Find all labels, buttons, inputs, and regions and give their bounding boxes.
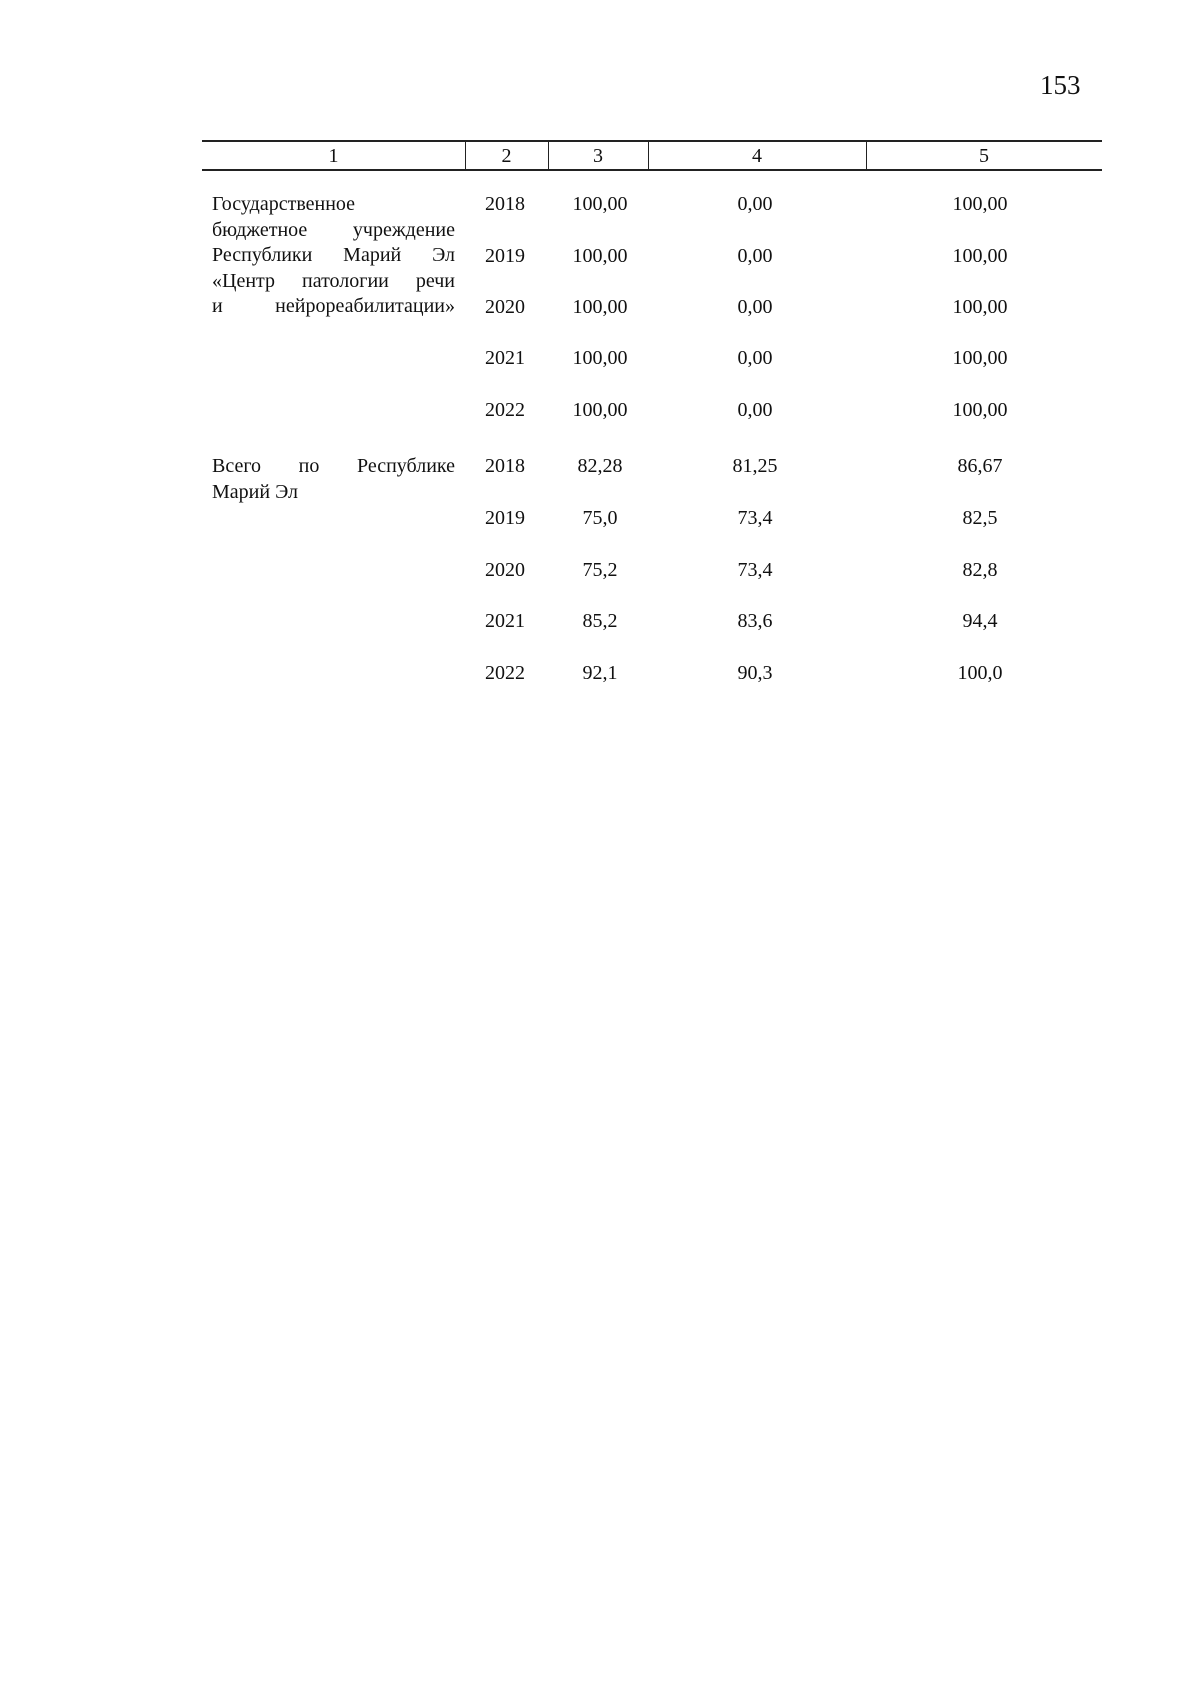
col5-cell: 100,00 [952, 347, 1008, 369]
col3-cell: 100,00 [572, 347, 628, 369]
institution-name-line: Государственное [212, 193, 356, 215]
institution-name [212, 192, 455, 320]
col4-cell: 0,00 [737, 296, 773, 318]
col3-cell: 100,00 [572, 245, 628, 267]
header-col-1: 1 [328, 145, 339, 167]
col3-cell: 82,28 [577, 455, 623, 477]
header-col-2: 2 [501, 145, 512, 167]
institution-name-line: и нейрореабилитации» [212, 295, 455, 317]
institution-name-line: бюджетное учреждение [212, 218, 455, 241]
col4-cell: 83,6 [737, 610, 773, 632]
page-number: 153 [1040, 70, 1081, 100]
table-header [202, 140, 1102, 171]
col4-cell: 90,3 [737, 662, 773, 684]
col3-cell: 75,2 [582, 559, 618, 581]
col5-cell: 100,00 [952, 296, 1008, 318]
header-col-4: 4 [752, 145, 762, 167]
col3-cell: 100,00 [572, 296, 628, 318]
year-cell: 2022 [485, 662, 525, 684]
year-cell: 2021 [485, 347, 525, 369]
year-cell: 2019 [485, 507, 525, 529]
col5-cell: 94,4 [962, 610, 998, 632]
col4-cell: 81,25 [732, 455, 778, 477]
col4-cell: 0,00 [737, 193, 773, 215]
institution-name-line: Республики Марий Эл [212, 244, 455, 266]
year-cell: 2022 [485, 399, 525, 421]
col5-cell: 86,67 [957, 455, 1003, 477]
year-cell: 2020 [485, 559, 525, 581]
header-col-3: 3 [593, 145, 603, 167]
total-label [212, 454, 455, 505]
col3-cell: 85,2 [582, 610, 618, 632]
col3-cell: 75,0 [582, 507, 618, 529]
col5-cell: 82,5 [962, 507, 998, 529]
col3-cell: 100,00 [572, 193, 628, 215]
col5-cell: 82,8 [962, 559, 998, 581]
col4-cell: 0,00 [737, 245, 773, 267]
year-cell: 2018 [485, 455, 525, 477]
col5-cell: 100,00 [952, 399, 1008, 421]
year-cell: 2019 [485, 245, 525, 267]
col4-cell: 73,4 [737, 507, 773, 529]
total-label-line: Марий Эл [212, 480, 298, 503]
year-cell: 2018 [485, 193, 525, 215]
col3-cell: 100,00 [572, 399, 628, 421]
header-col-5: 5 [979, 145, 989, 167]
col4-cell: 0,00 [737, 399, 773, 421]
total-label-line: Всего по Республике [212, 455, 455, 477]
institution-name-line: «Центр патологии речи [212, 269, 455, 292]
year-cell: 2020 [485, 296, 525, 318]
year-cell: 2021 [485, 610, 525, 632]
col4-cell: 73,4 [737, 559, 773, 581]
col5-cell: 100,0 [957, 662, 1003, 684]
col4-cell: 0,00 [737, 347, 773, 369]
col5-cell: 100,00 [952, 193, 1008, 215]
col3-cell: 92,1 [582, 662, 618, 684]
col5-cell: 100,00 [952, 245, 1008, 267]
